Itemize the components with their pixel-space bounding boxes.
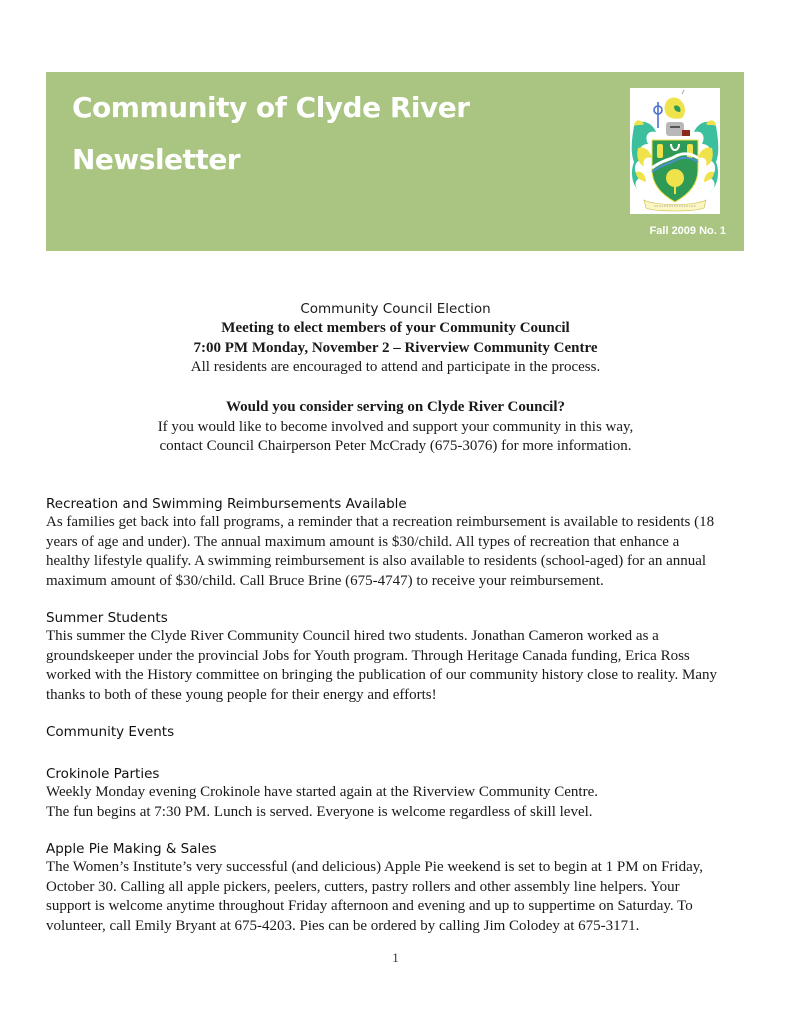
section-summer-students: [46, 609, 746, 705]
section-line: volunteer, call Emily Bryant at 675-4203. Pies can be ordered by calling Jim Colodey at 675-3171.: [46, 917, 640, 934]
council-info-line-2: contact Council Chairperson Peter McCrady (675-3076) for more information.: [159, 438, 632, 454]
title-line-2: Newsletter: [72, 143, 241, 176]
section-line: As families get back into fall programs, a reminder that a recreation reimbursement is available to residents (18: [46, 514, 715, 530]
council-recruitment: [0, 398, 791, 457]
section-line: This summer the Clyde River Community Council hired two students. Jonathan Cameron worked as a: [46, 628, 659, 644]
newsletter-title: [72, 82, 470, 186]
section-line: maximum amount of $30/child. Call Bruce Brine (675-4747) to receive your reimbursement.: [46, 572, 604, 589]
council-question: Would you consider serving on Clyde River Council?: [225, 399, 566, 415]
section-line: worked with the History committee on bringing the publication of our community history close to reality. Many: [46, 667, 717, 684]
section-heading: Summer Students: [46, 610, 168, 626]
section-community-events: [46, 723, 746, 741]
election-announcement: [0, 300, 791, 378]
section-line: groundskeeper under the provincial Jobs for Youth program. Through Heritage Canada funding, Erica Ross: [46, 647, 690, 664]
election-note: All residents are encouraged to attend and participate in the process.: [190, 359, 601, 375]
coat-of-arms-icon: [630, 88, 720, 214]
section-heading: Recreation and Swimming Reimbursements Available: [46, 496, 407, 512]
section-recreation-reimbursements: [46, 495, 746, 591]
page-number: 1: [392, 950, 399, 965]
newsletter-banner: [46, 72, 744, 251]
section-line: support is welcome anytime throughout Friday afternoon and evening and up to suppertime on Saturday. To: [46, 898, 693, 915]
section-apple-pie: [46, 840, 746, 936]
section-line: The fun begins at 7:30 PM. Lunch is served. Everyone is welcome regardless of skill level.: [46, 803, 593, 820]
section-heading: Apple Pie Making & Sales: [46, 841, 217, 857]
section-line: Weekly Monday evening Crokinole have started again at the Riverview Community Centre.: [46, 784, 598, 800]
issue-label: Fall 2009 No. 1: [649, 225, 726, 237]
election-subheading: Meeting to elect members of your Community Council: [221, 320, 570, 336]
section-line: October 30. Calling all apple pickers, peelers, cutters, pastry rollers and other assembly line helpers. Your: [46, 878, 680, 895]
section-line: healthy lifestyle qualify. A swimming reimbursement is also available to residents (school-aged) for an annual: [46, 553, 707, 570]
section-line: thanks to both of these young people for their energy and efforts!: [46, 686, 437, 703]
election-date-location: 7:00 PM Monday, November 2 – Riverview Community Centre: [193, 339, 598, 356]
election-heading: Community Council Election: [300, 301, 491, 317]
section-heading: Community Events: [46, 724, 175, 740]
section-line: The Women’s Institute’s very successful (and delicious) Apple Pie weekend is set to begin at 1 PM on Friday,: [46, 859, 704, 875]
title-line-1: Community of Clyde River: [72, 91, 470, 124]
section-line: years of age and under). The annual maximum amount is $30/child. All types of recreation that enhance a: [46, 533, 680, 550]
section-heading: Crokinole Parties: [46, 766, 160, 782]
section-crokinole-parties: [46, 765, 746, 822]
council-info-line-1: If you would like to become involved and support your community in this way,: [157, 418, 634, 435]
